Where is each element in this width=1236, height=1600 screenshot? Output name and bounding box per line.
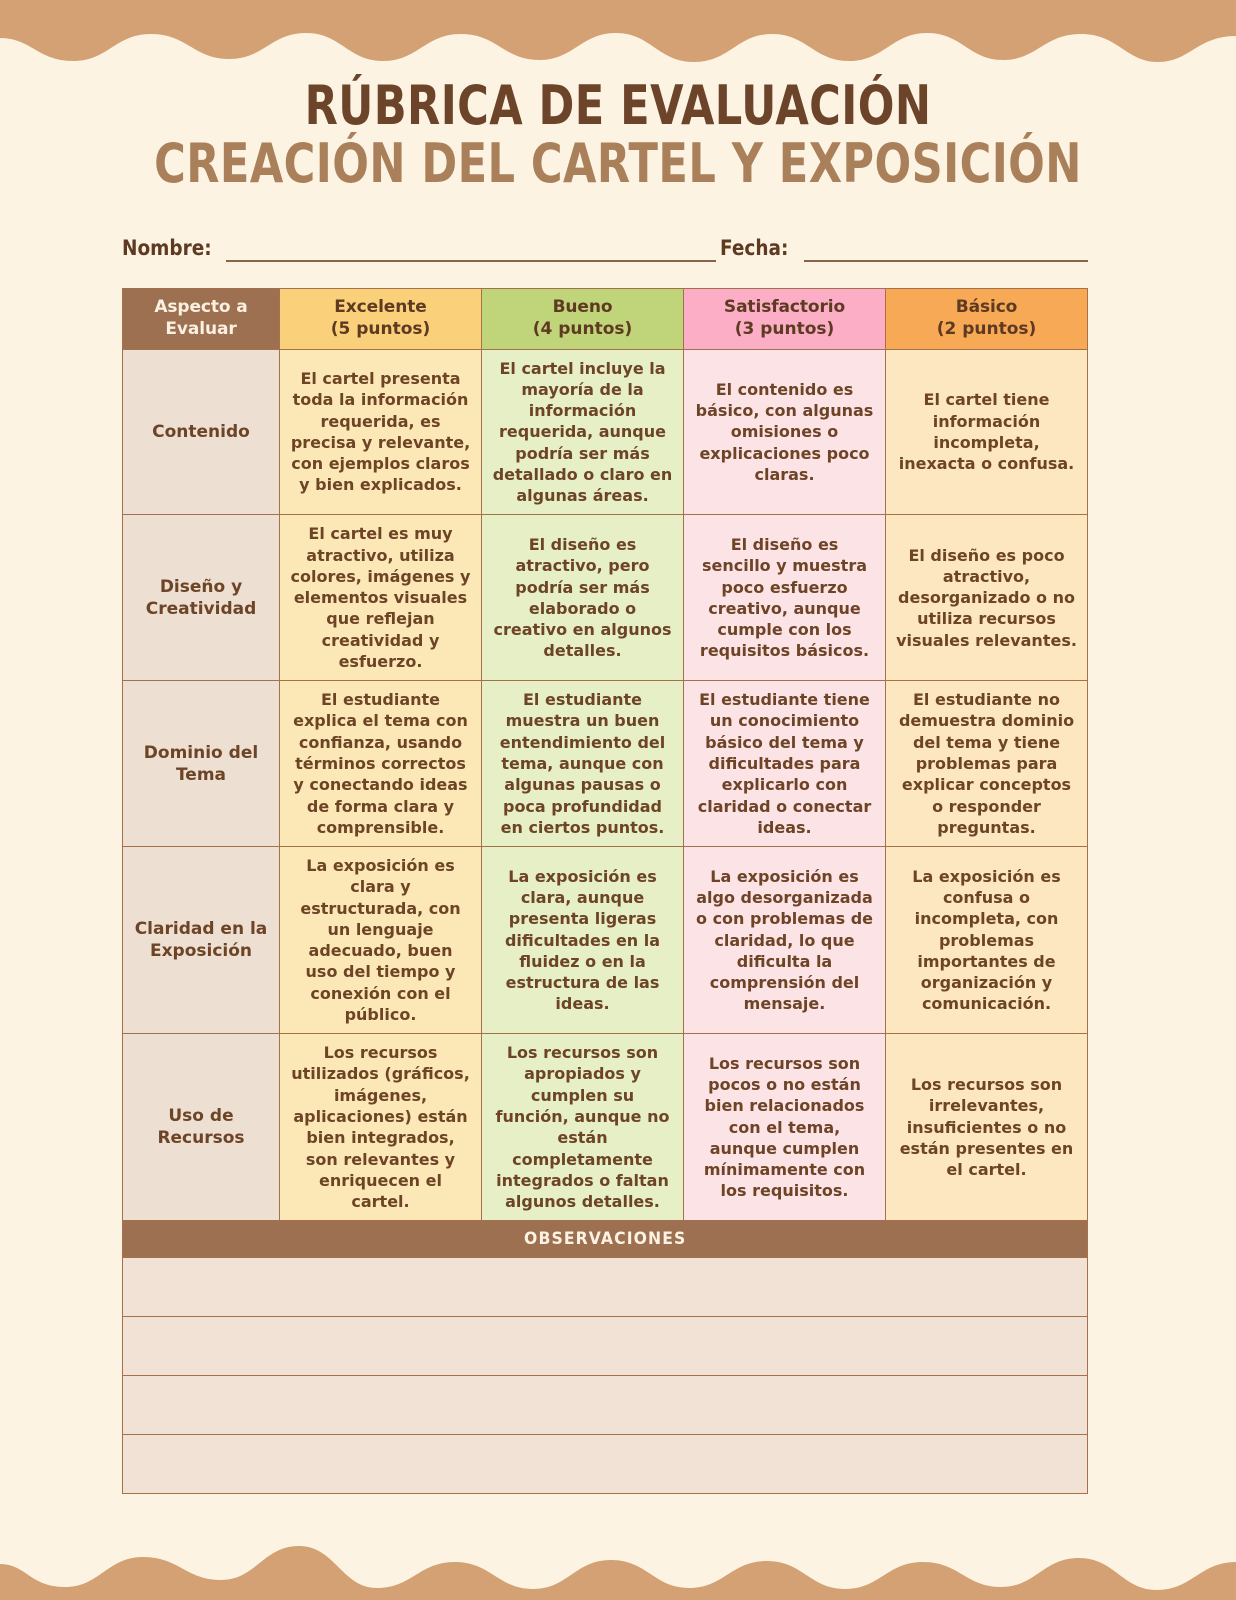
criterion-cell-excelente[interactable] bbox=[280, 1034, 482, 1221]
observations-line-4[interactable] bbox=[123, 1435, 1088, 1494]
criterion-text: El diseño es poco atractivo, desorganizado o no utiliza recursos visuales relevantes. bbox=[896, 545, 1077, 650]
date-input[interactable] bbox=[804, 236, 1088, 262]
table-row bbox=[123, 349, 1088, 515]
criterion-cell-excelente[interactable] bbox=[280, 681, 482, 847]
name-input[interactable] bbox=[226, 236, 716, 262]
header-satisfactorio-label: Satisfactorio bbox=[723, 297, 846, 317]
table-row bbox=[123, 1034, 1088, 1221]
criterion-cell-bueno[interactable] bbox=[482, 1034, 684, 1221]
criterion-text: El estudiante explica el tema con confianza, usando términos correctos y conectando ideas de forma clara y comprensible. bbox=[293, 690, 468, 837]
header-aspecto-line2: Evaluar bbox=[165, 318, 237, 339]
criterion-cell-basico[interactable] bbox=[886, 515, 1088, 681]
observations-line-2[interactable] bbox=[123, 1317, 1088, 1376]
header-satisfactorio bbox=[684, 289, 886, 350]
criterion-cell-satisfactorio[interactable] bbox=[684, 1034, 886, 1221]
criterion-cell-basico[interactable] bbox=[886, 1034, 1088, 1221]
observations-line-3[interactable] bbox=[123, 1376, 1088, 1435]
criterion-cell-excelente[interactable] bbox=[280, 349, 482, 515]
observations-row bbox=[123, 1435, 1088, 1494]
criterion-cell-basico[interactable] bbox=[886, 349, 1088, 515]
criterion-text: El cartel es muy atractivo, utiliza colores, imágenes y elementos visuales que reflejan creatividad y esfuerzo. bbox=[290, 524, 471, 671]
criterion-cell-excelente[interactable] bbox=[280, 515, 482, 681]
aspect-label: Diseño y Creatividad bbox=[145, 576, 257, 619]
header-basico bbox=[886, 289, 1088, 350]
table-row bbox=[123, 515, 1088, 681]
criterion-cell-satisfactorio[interactable] bbox=[684, 515, 886, 681]
header-bueno-points: (4 puntos) bbox=[532, 318, 633, 339]
date-field-group bbox=[720, 236, 1088, 262]
observations-row bbox=[123, 1317, 1088, 1376]
observations-line-1[interactable] bbox=[123, 1258, 1088, 1317]
table-row bbox=[123, 681, 1088, 847]
header-excelente bbox=[280, 289, 482, 350]
criterion-text: La exposición es algo desorganizada o con problemas de claridad, lo que dificulta la comprensión del mensaje. bbox=[696, 866, 873, 1014]
criterion-cell-excelente[interactable] bbox=[280, 847, 482, 1034]
criterion-text: El cartel incluye la mayoría de la información requerida, aunque podría ser más detallado o claro en algunas áreas. bbox=[492, 358, 673, 506]
criterion-text: El contenido es básico, con algunas omisiones o explicaciones poco claras. bbox=[695, 379, 874, 484]
header-aspecto bbox=[123, 289, 280, 350]
header-basico-label: Básico bbox=[955, 297, 1018, 317]
header-bueno bbox=[482, 289, 684, 350]
aspect-label: Dominio del Tema bbox=[143, 742, 259, 785]
criterion-cell-bueno[interactable] bbox=[482, 847, 684, 1034]
aspect-cell bbox=[123, 847, 280, 1034]
criterion-text: Los recursos utilizados (gráficos, imágenes, aplicaciones) están bien integrados, son relevantes y enriquecen el cartel. bbox=[291, 1043, 470, 1212]
criterion-text: Los recursos son irrelevantes, insuficientes o no están presentes en el cartel. bbox=[899, 1075, 1074, 1180]
header-aspecto-line1: Aspecto a bbox=[154, 297, 248, 317]
aspect-cell bbox=[123, 681, 280, 847]
date-label: Fecha: bbox=[720, 236, 789, 260]
criterion-text: El diseño es sencillo y muestra poco esfuerzo creativo, aunque cumple con los requisitos básicos. bbox=[699, 534, 870, 661]
name-field-group bbox=[122, 236, 720, 262]
table-row bbox=[123, 847, 1088, 1034]
criterion-cell-bueno[interactable] bbox=[482, 349, 684, 515]
criterion-text: Los recursos son apropiados y cumplen su función, aunque no están completamente integrados o faltan algunos detalles. bbox=[495, 1043, 670, 1212]
criterion-cell-satisfactorio[interactable] bbox=[684, 349, 886, 515]
criterion-text: La exposición es confusa o incompleta, con problemas importantes de organización y comunicación. bbox=[912, 866, 1061, 1014]
observations-header bbox=[123, 1221, 1088, 1258]
aspect-label: Claridad en la Exposición bbox=[134, 919, 268, 962]
page-title bbox=[0, 74, 1236, 196]
aspect-label: Contenido bbox=[152, 421, 250, 442]
criterion-text: El cartel presenta toda la información requerida, es precisa y relevante, con ejemplos claros y bien explicados. bbox=[290, 369, 471, 495]
header-bueno-label: Bueno bbox=[552, 297, 613, 317]
header-excelente-label: Excelente bbox=[334, 297, 427, 317]
criterion-cell-satisfactorio[interactable] bbox=[684, 847, 886, 1034]
criterion-text: La exposición es clara y estructurada, con un lenguaje adecuado, buen uso del tiempo y conexión con el público. bbox=[300, 856, 461, 1024]
criterion-cell-bueno[interactable] bbox=[482, 515, 684, 681]
criterion-text: El estudiante no demuestra dominio del tema y tiene problemas para explicar conceptos o responder preguntas. bbox=[898, 690, 1075, 837]
criterion-text: El cartel tiene información incompleta, inexacta o confusa. bbox=[898, 390, 1075, 474]
aspect-cell bbox=[123, 515, 280, 681]
rubric-table bbox=[122, 288, 1088, 1494]
title-line-1: RÚBRICA DE EVALUACIÓN bbox=[304, 74, 932, 137]
criterion-text: El estudiante tiene un conocimiento básico del tema y dificultades para explicarlo con claridad o conectar ideas. bbox=[697, 690, 872, 837]
header-excelente-points: (5 puntos) bbox=[330, 318, 431, 339]
observations-header-row bbox=[123, 1221, 1088, 1258]
observations-title: OBSERVACIONES bbox=[523, 1229, 687, 1250]
table-header-row bbox=[123, 289, 1088, 350]
criterion-cell-basico[interactable] bbox=[886, 847, 1088, 1034]
title-line-2: CREACIÓN DEL CARTEL Y EXPOSICIÓN bbox=[154, 132, 1082, 196]
header-basico-points: (2 puntos) bbox=[936, 318, 1037, 339]
aspect-cell bbox=[123, 349, 280, 515]
name-label: Nombre: bbox=[122, 236, 212, 260]
aspect-label: Uso de Recursos bbox=[157, 1106, 245, 1149]
criterion-cell-bueno[interactable] bbox=[482, 681, 684, 847]
criterion-cell-satisfactorio[interactable] bbox=[684, 681, 886, 847]
criterion-text: La exposición es clara, aunque presenta ligeras dificultades en la fluidez o en la estructura de las ideas. bbox=[504, 866, 661, 1014]
criterion-text: Los recursos son pocos o no están bien relacionados con el tema, aunque cumplen mínimamente con los requisitos. bbox=[703, 1053, 866, 1201]
criterion-text: El diseño es atractivo, pero podría ser más elaborado o creativo en algunos detalles. bbox=[493, 534, 672, 661]
header-satisfactorio-points: (3 puntos) bbox=[734, 318, 835, 339]
criterion-cell-basico[interactable] bbox=[886, 681, 1088, 847]
criterion-text: El estudiante muestra un buen entendimiento del tema, aunque con algunas pausas o poca profundidad en ciertos puntos. bbox=[499, 690, 666, 837]
name-date-row bbox=[122, 236, 1088, 262]
aspect-cell bbox=[123, 1034, 280, 1221]
observations-row bbox=[123, 1376, 1088, 1435]
observations-row bbox=[123, 1258, 1088, 1317]
